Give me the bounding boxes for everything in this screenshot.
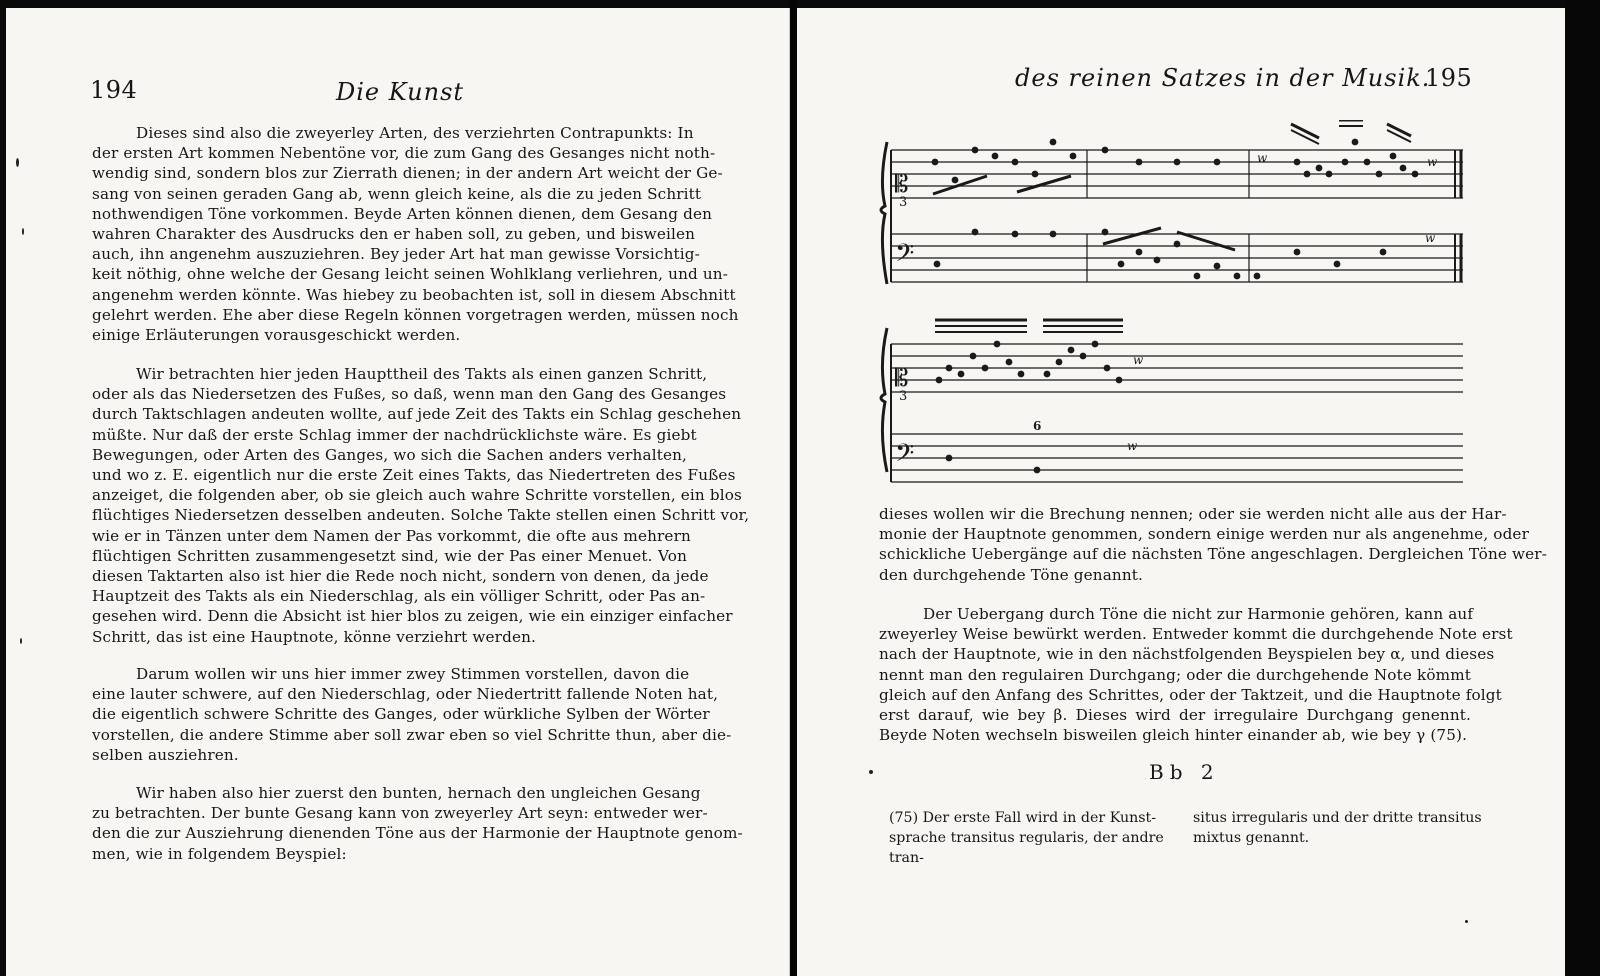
text-line: schickliche Uebergänge auf die nächsten Töne angeschlagen. Dergleichen Töne wer- <box>879 545 1547 564</box>
svg-text:𝄡: 𝄡 <box>895 170 909 198</box>
signature-mark: Bb 2 <box>1149 760 1220 784</box>
paragraph-3 <box>92 664 732 765</box>
text-line: zu betrachten. Der bunte Gesang kann von zweyerley Art seyn: entweder wer- <box>92 804 708 823</box>
music-example-2 <box>877 304 1477 484</box>
footnote-line: (75) Der erste Fall wird in der Kunst- <box>889 810 1157 826</box>
text-line: sang von seinen geraden Gang ab, wenn gleich keine, als die zu jeden Schritt <box>92 184 702 203</box>
text-line: gleich auf den Anfang des Schrittes, oder der Taktzeit, und die Hauptnote folgt <box>879 685 1502 704</box>
text-line: anzeiget, die folgenden aber, ob sie gleich auch wahre Schritte vorstellen, ein blos <box>92 486 742 505</box>
text-line: monie der Hauptnote genommen, sondern einige werden nur als angenehme, oder <box>879 525 1529 544</box>
running-head: Die Kunst <box>336 78 465 106</box>
text-line: dieses wollen wir die Brechung nennen; oder sie werden nicht alle aus der Har- <box>879 505 1507 523</box>
text-line: Der Uebergang durch Töne die nicht zur Harmonie gehören, kann auf <box>923 605 1474 623</box>
trill-mark: w <box>1427 155 1438 169</box>
scan-speck <box>16 158 19 167</box>
scan-speck <box>869 770 873 774</box>
page-number: 194 <box>90 76 138 104</box>
text-line: den die zur Ausziehrung dienenden Töne aus der Harmonie der Hauptnote genom- <box>92 824 743 843</box>
text-line: wie er in Tänzen unter dem Namen der Pas vorkommt, die ofte aus mehrern <box>92 526 691 545</box>
text-line: Dieses sind also die zweyerley Arten, des verziehrten Contrapunkts: In <box>136 124 694 142</box>
footnote-line: mixtus genannt. <box>1193 830 1310 846</box>
text-line: flüchtiges Niedersetzen desselben andeuten. Solche Takte stellen einen Schritt vor, <box>92 506 750 525</box>
footnote-left-column <box>889 808 1189 868</box>
text-line: selben ausziehren. <box>92 745 239 764</box>
paragraph-1 <box>92 123 739 345</box>
left-page <box>6 8 790 976</box>
trill-mark: w <box>1133 353 1144 367</box>
book-gutter <box>789 0 797 976</box>
text-line: und wo z. E. eigentlich nur die erste Zeit eines Takts, das Niedertreten des Fußes <box>92 466 736 485</box>
right-page <box>797 8 1565 976</box>
text-line: nothwendigen Töne vorkommen. Beyde Arten können dienen, dem Gesang den <box>92 204 713 223</box>
scan-edge <box>1566 0 1600 976</box>
trill-mark: w <box>1257 151 1268 165</box>
text-line: eine lauter schwere, auf den Niederschlag, oder Niedertritt fallende Noten hat, <box>92 685 719 704</box>
text-line: müßte. Nur daß der erste Schlag immer der nachdrücklichste wäre. Es giebt <box>92 425 697 444</box>
text-line: Wir betrachten hier jeden Haupttheil des Takts als einen ganzen Schritt, <box>136 365 708 383</box>
footnote-line: sprache transitus regularis, der andre tran- <box>889 830 1164 866</box>
text-line: angenehm werden könnte. Was hiebey zu beobachten ist, soll in diesem Abschnitt <box>92 285 736 304</box>
text-line: einige Erläuterungen vorausgeschickt werden. <box>92 326 461 345</box>
text-line: wendig sind, sondern blos zur Zierrath dienen; in der andern Art weicht der Ge- <box>92 164 723 183</box>
text-line: zweyerley Weise bewürkt werden. Entweder kommt die durchgehende Note erst <box>879 625 1513 644</box>
paragraph-2 <box>879 604 1513 745</box>
text-line: oder als das Niedersetzen des Fußes, so daß, wenn man den Gang des Gesanges <box>92 385 727 404</box>
music-example-1 <box>877 120 1477 300</box>
text-line: auch, ihn angenehm auszuziehren. Bey jeder Art hat man gewisse Vorsichtig- <box>92 245 700 264</box>
text-line: Bewegungen, oder Arten des Ganges, wo sich die Sachen anders verhalten, <box>92 445 687 464</box>
meter-mark: 3 <box>899 389 908 404</box>
scan-speck <box>22 228 24 235</box>
text-line: vorstellen, die andere Stimme aber soll zwar eben so viel Schritte thun, aber die- <box>92 725 732 744</box>
page-number: 195 <box>1425 64 1473 92</box>
text-line: Hauptzeit des Takts als ein Niederschlag, als ein völliger Schritt, oder Pas an- <box>92 587 706 606</box>
trill-mark: w <box>1425 231 1436 245</box>
text-line: nach der Hauptnote, wie in den nächstfolgenden Beyspielen bey α, und dieses <box>879 645 1495 664</box>
text-line: Darum wollen wir uns hier immer zwey Stimmen vorstellen, davon die <box>136 665 690 683</box>
scan-speck <box>20 638 22 644</box>
text-line: den durchgehende Töne genannt. <box>879 565 1143 584</box>
paragraph-2 <box>92 364 750 647</box>
text-line: men, wie in folgendem Beyspiel: <box>92 844 347 863</box>
text-line: gelehrt werden. Ehe aber diese Regeln können vorgetragen werden, müssen noch <box>92 305 739 324</box>
text-line: flüchtigen Schritten zusammengesetzt sind, wie der Pas einer Menuet. Von <box>92 546 687 565</box>
meter-mark: 3 <box>899 195 908 210</box>
text-line: diesen Taktarten also ist hier die Rede noch nicht, sondern von denen, da jede <box>92 567 709 586</box>
running-head: des reinen Satzes in der Musik. <box>1015 64 1431 92</box>
figured-bass-six: 6 <box>1033 419 1042 433</box>
svg-text:𝄢: 𝄢 <box>895 239 915 274</box>
text-line: gesehen wird. Denn die Absicht ist hier blos zu zeigen, wie ein einziger einfacher <box>92 607 733 626</box>
text-line: wahren Charakter des Ausdrucks den er haben soll, zu geben, und bisweilen <box>92 225 696 244</box>
trill-mark: w <box>1127 439 1138 453</box>
footnote-right-column <box>1193 808 1483 848</box>
text-line: die eigentlich schwere Schritte des Ganges, oder würkliche Sylben der Wörter <box>92 705 710 724</box>
text-line: der ersten Art kommen Nebentöne vor, die zum Gang des Gesanges nicht noth- <box>92 144 716 163</box>
text-line: nennt man den regulairen Durchgang; oder die durchgehende Note kömmt <box>879 665 1471 684</box>
text-line: keit nöthig, ohne welche der Gesang leicht seinen Wohlklang verliehren, und un- <box>92 265 728 284</box>
scan-speck <box>1465 920 1468 923</box>
paragraph-1 <box>879 504 1547 585</box>
text-line: Beyde Noten wechseln bisweilen gleich hinter einander ab, wie bey γ (75). <box>879 726 1468 745</box>
text-line: erst darauf, wie bey β. Dieses wird der irregulaire Durchgang genennt. <box>879 706 1471 725</box>
text-line: durch Taktschlagen andeuten wollte, auf jede Zeit des Takts ein Schlag geschehen <box>92 405 742 424</box>
svg-text:𝄡: 𝄡 <box>895 364 909 392</box>
svg-text:𝄢: 𝄢 <box>895 439 915 474</box>
paragraph-4 <box>92 783 743 864</box>
text-line: Schritt, das ist eine Hauptnote, könne verziehrt werden. <box>92 627 537 646</box>
footnote-line: situs irregularis und der dritte transitus <box>1193 810 1482 826</box>
text-line: Wir haben also hier zuerst den bunten, hernach den ungleichen Gesang <box>136 784 701 802</box>
